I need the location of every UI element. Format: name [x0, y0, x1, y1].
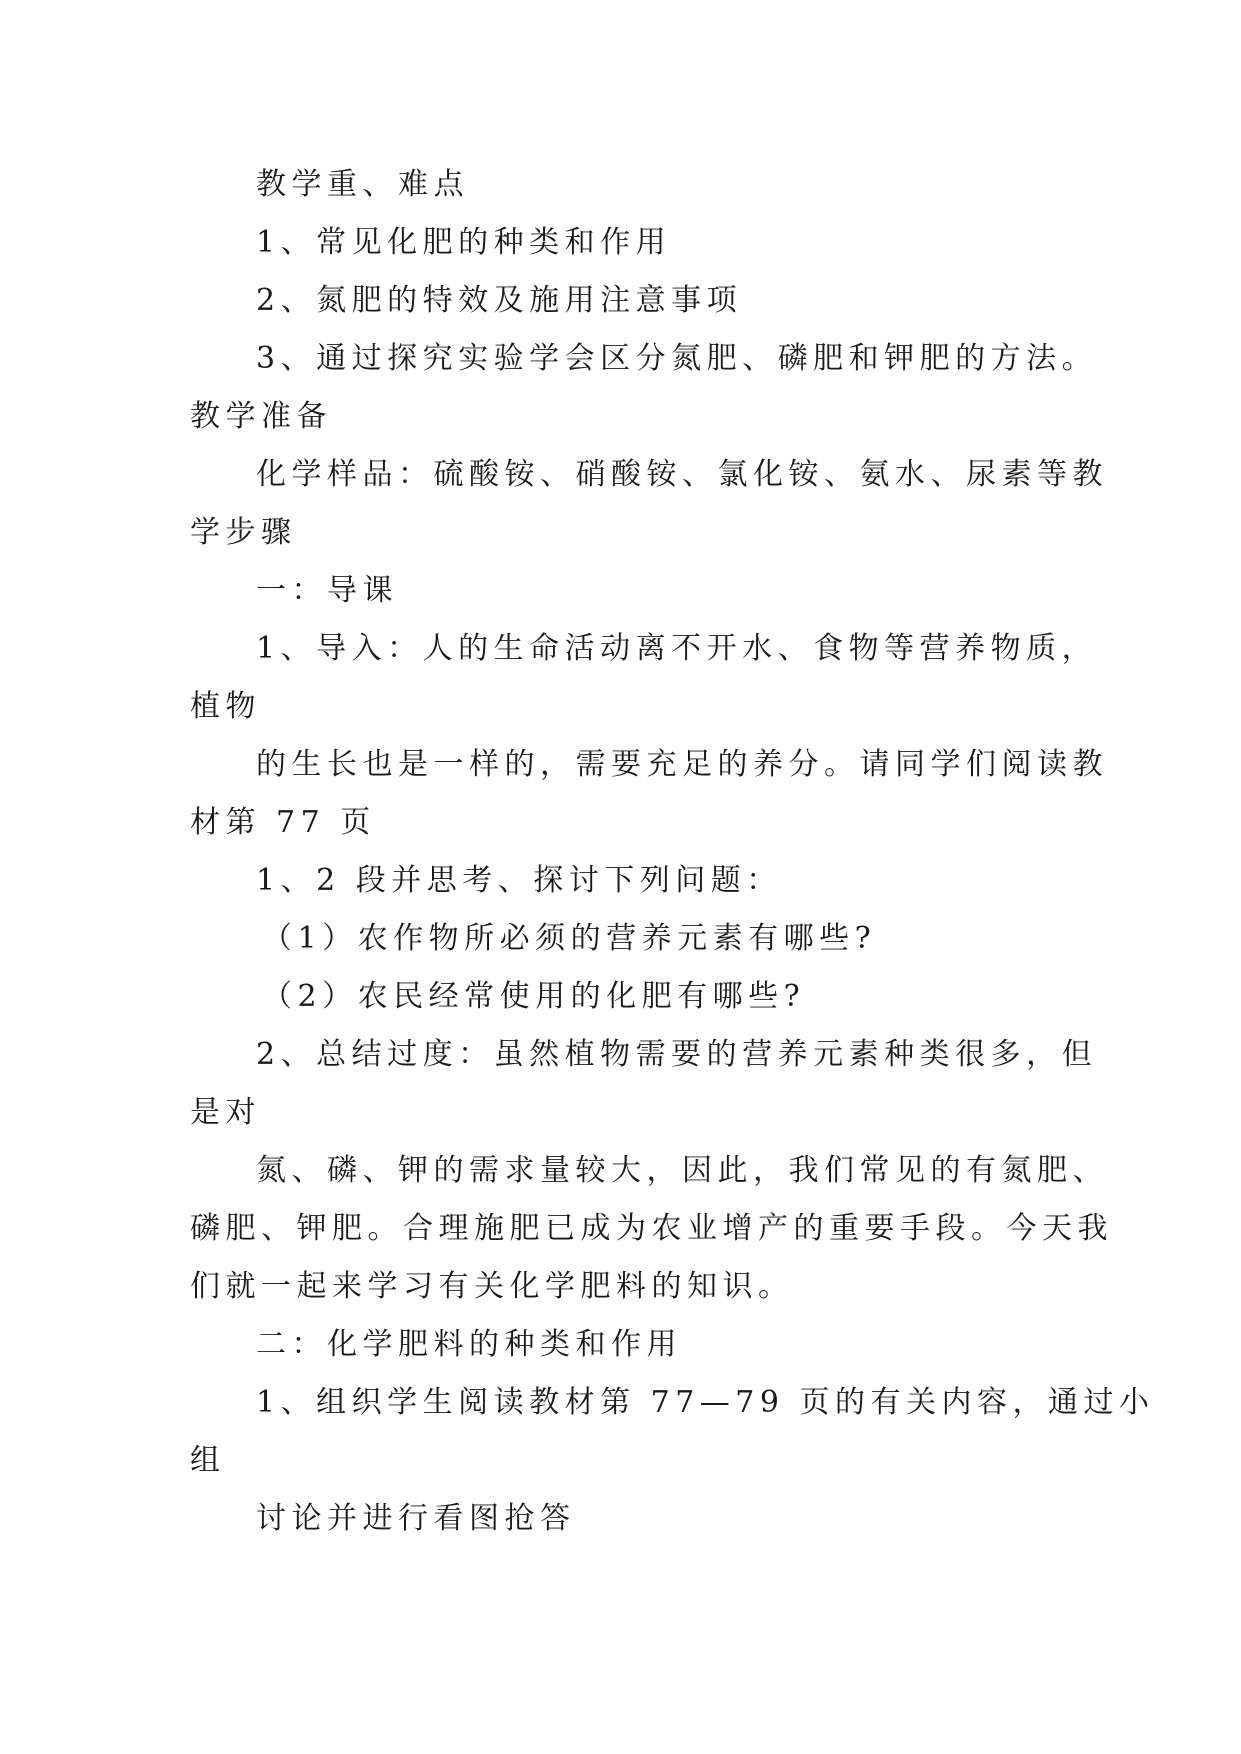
heading-teaching-focus: 教学重、难点 — [256, 167, 469, 202]
paragraph-line: 化学样品：硫酸铵、硝酸铵、氯化铵、氨水、尿素等教 — [256, 457, 1108, 492]
paragraph-line: 的生长也是一样的，需要充足的养分。请同学们阅读教 — [256, 747, 1108, 782]
paragraph-line: 氮、磷、钾的需求量较大，因此，我们常见的有氮肥、 — [256, 1153, 1108, 1188]
paragraph-line: 组 — [190, 1443, 226, 1478]
paragraph-line: 植物 — [190, 689, 261, 724]
paragraph-line: 材第 77 页 — [190, 805, 376, 840]
paragraph-line: 磷肥、钾肥。合理施肥已成为农业增产的重要手段。今天我 — [190, 1211, 1113, 1246]
paragraph-line: 1、组织学生阅读教材第 77—79 页的有关内容，通过小 — [256, 1385, 1155, 1420]
section-heading: 一：导课 — [256, 573, 398, 608]
paragraph-line: 们就一起来学习有关化学肥料的知识。 — [190, 1269, 794, 1304]
paragraph-line: 2、总结过度：虽然植物需要的营养元素种类很多，但 — [256, 1037, 1098, 1072]
section-heading: 二：化学肥料的种类和作用 — [256, 1327, 682, 1362]
paragraph-line: 1、常见化肥的种类和作用 — [256, 225, 672, 260]
paragraph-line: 是对 — [190, 1095, 261, 1130]
heading-teaching-preparation: 教学准备 — [190, 399, 332, 434]
question-item: （1）农作物所必须的营养元素有哪些? — [262, 921, 877, 956]
question-item: （2）农民经常使用的化肥有哪些? — [262, 979, 806, 1014]
paragraph-line: 1、2 段并思考、探讨下列问题： — [256, 863, 782, 898]
paragraph-line: 讨论并进行看图抢答 — [256, 1501, 576, 1536]
paragraph-line: 2、氮肥的特效及施用注意事项 — [256, 283, 743, 318]
paragraph-line: 3、通过探究实验学会区分氮肥、磷肥和钾肥的方法。 — [256, 341, 1098, 376]
heading-teaching-steps: 学步骤 — [190, 515, 297, 550]
paragraph-line: 1、导入：人的生命活动离不开水、食物等营养物质， — [256, 631, 1098, 666]
